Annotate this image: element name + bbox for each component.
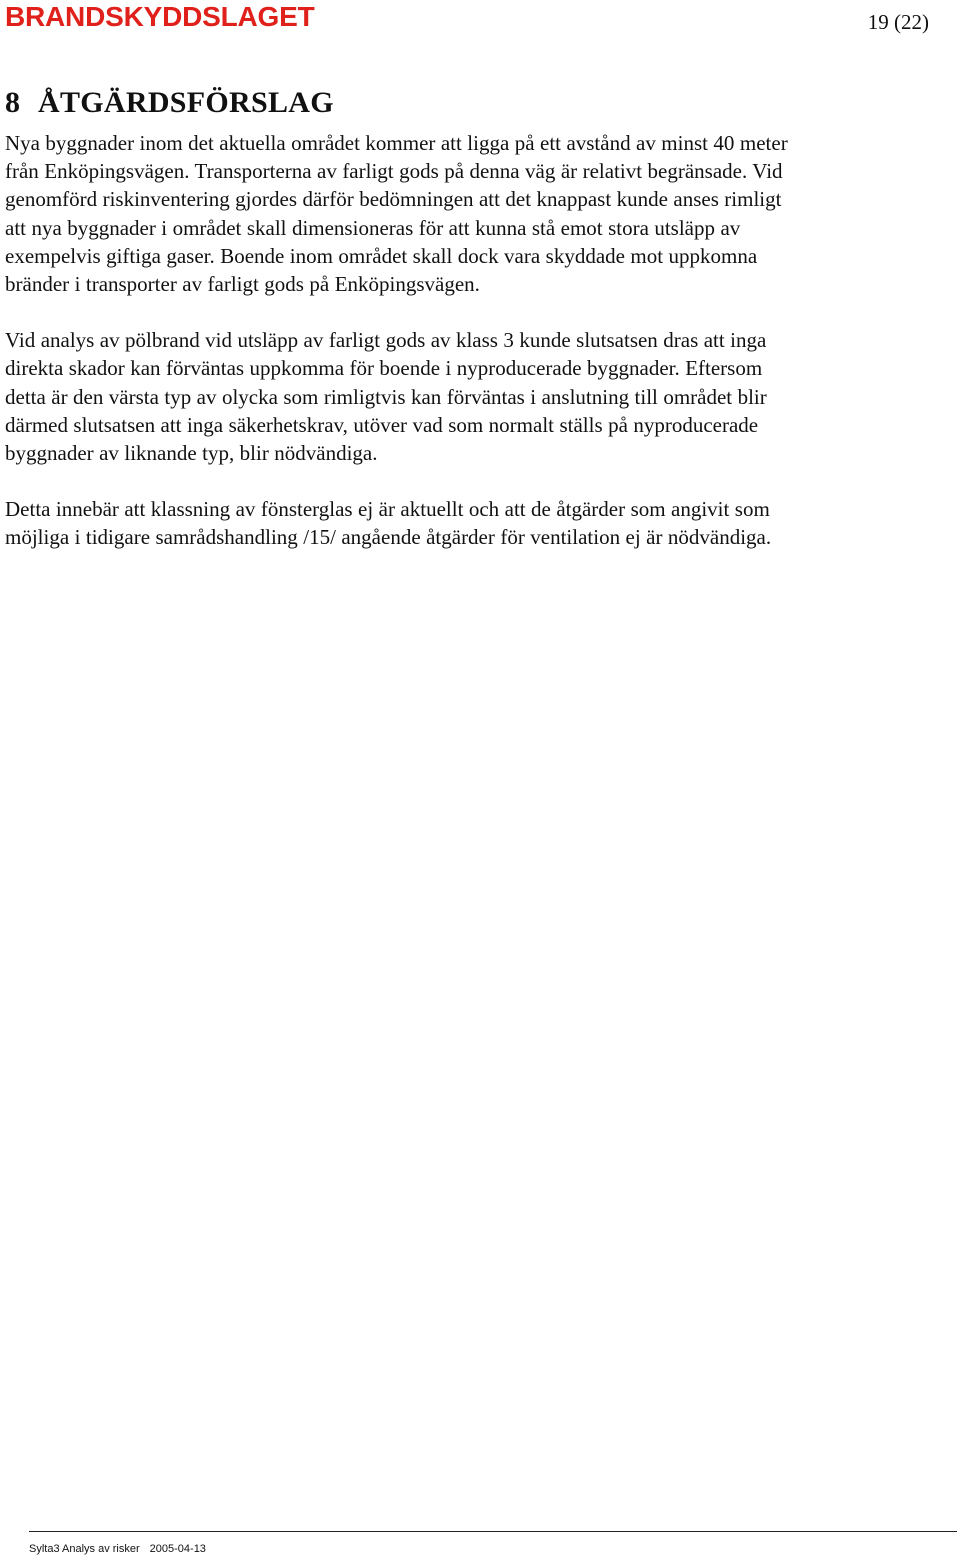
- footer: [29, 1542, 206, 1556]
- paragraph-3: Detta innebär att klassning av fönsterglas ej är aktuellt och att de åtgärder som angivit som möjliga i tidigare samrådshandling /15/ angående åtgärder för ventilation ej är nödvändiga.: [5, 497, 772, 550]
- paragraph-2: Vid analys av pölbrand vid utsläpp av farligt gods av klass 3 kunde slutsatsen dras att inga direkta skador kan förväntas uppkomma för boende i nyproducerade byggnader. Eftersom detta är den värsta typ av olycka som rimligtvis kan förväntas i anslutning till området blir därmed slutsatsen att inga säkerhetskrav, utöver vad som normalt ställs på nyproducerade byggnader av liknande typ, blir nödvändiga.: [5, 328, 767, 466]
- section-heading: [5, 84, 925, 122]
- section-number: 8: [5, 86, 21, 119]
- paragraph-1: Nya byggnader inom det aktuella området kommer att ligga på ett avstånd av minst 40 meter från Enköpingsvägen. Transporterna av farligt gods på denna väg är relativt begränsade. Vid genomförd riskinventering gjordes därför bedömningen att det knappast kunde anses rimligt att nya byggnader i området skall dimensioneras för att kunna stå emot stora utsläpp av exempelvis giftiga gaser. Boende inom området skall dock vara skyddade mot uppkomna bränder i transporter av farligt gods på Enköpingsvägen.: [5, 131, 788, 297]
- page-number: 19 (22): [867, 10, 929, 34]
- footer-document-name: Sylta3 Analys av risker: [29, 1543, 140, 1555]
- brandskyddslaget-logo: BRANDSKYDDSLAGET: [5, 1, 315, 32]
- section-title: ÅTGÄRDSFÖRSLAG: [38, 86, 334, 119]
- footer-date: 2005-04-13: [149, 1543, 206, 1555]
- footer-divider: [29, 1531, 957, 1532]
- document-body: [5, 84, 925, 552]
